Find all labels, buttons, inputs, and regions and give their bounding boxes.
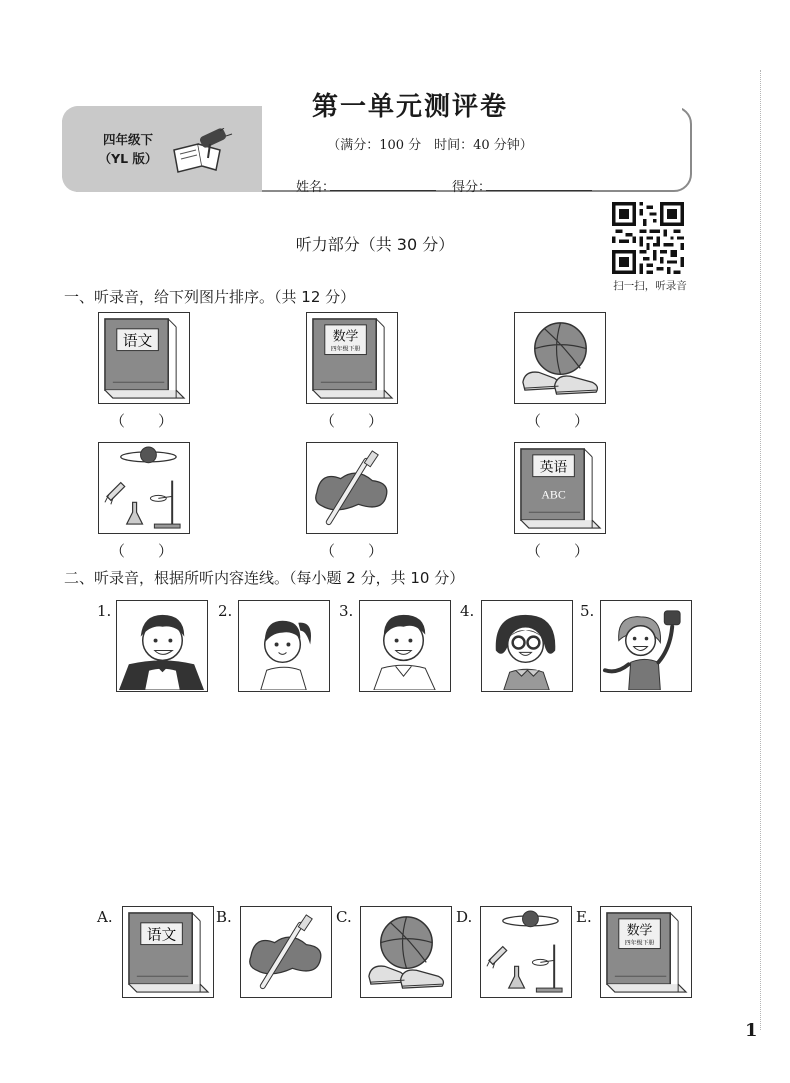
option-letter-a: A. [97, 908, 113, 926]
score-field[interactable] [486, 190, 592, 191]
page-title: 第一单元测评卷 [311, 92, 508, 122]
option-a[interactable] [122, 906, 214, 998]
q1-picture-chinese-book [98, 312, 190, 404]
qr-caption: 扫一扫，听录音 [613, 280, 687, 292]
person-number-3: 3. [339, 602, 354, 620]
person-2[interactable] [238, 600, 330, 692]
listening-section-title: 听力部分（共 30 分） [295, 235, 455, 254]
person-3[interactable] [359, 600, 451, 692]
score-label: 得分： [452, 180, 492, 195]
q1-picture-english-book [514, 442, 606, 534]
q1-picture-math-book [306, 312, 398, 404]
girl-with-glasses-icon [482, 601, 571, 690]
girl-with-ponytail-icon [239, 601, 328, 690]
book-label: 数学 [626, 923, 653, 939]
q1-answer-3[interactable]: （ ） [525, 412, 590, 430]
option-d[interactable] [480, 906, 572, 998]
book-sublabel: 四年级下册 [330, 345, 361, 353]
q1-answer-5[interactable]: （ ） [319, 542, 384, 560]
ball-and-shoes-icon [515, 313, 604, 402]
question-1-title: 一、听录音，给下列图片排序。（共 12 分） [64, 288, 356, 306]
science-icon [99, 443, 188, 532]
book-label: 数学 [332, 329, 359, 345]
q1-picture-ball-and-shoes [514, 312, 606, 404]
chinese-book-icon [99, 313, 188, 402]
q1-answer-6[interactable]: （ ） [525, 542, 590, 560]
qr-code-icon[interactable] [612, 202, 684, 274]
person-4[interactable] [481, 600, 573, 692]
q1-answer-2[interactable]: （ ） [319, 412, 384, 430]
grade-label: 四年级下 （YL 版） [98, 132, 158, 166]
person-number-5: 5. [580, 602, 595, 620]
name-label: 姓名： [296, 180, 336, 195]
chinese-book-icon [123, 907, 212, 996]
book-and-telescope-icon [170, 128, 236, 174]
ball-and-shoes-icon [361, 907, 450, 996]
option-e[interactable] [600, 906, 692, 998]
person-number-2: 2. [218, 602, 233, 620]
book-label: 语文 [122, 332, 153, 350]
option-letter-d: D. [456, 908, 473, 926]
q1-answer-1[interactable]: （ ） [109, 412, 174, 430]
name-field[interactable] [330, 190, 436, 191]
book-label: 语文 [146, 926, 177, 944]
q1-picture-paintbrush [306, 442, 398, 534]
score-time-info: （满分：100 分 时间：40 分钟） [327, 138, 533, 153]
option-letter-c: C. [336, 908, 352, 926]
q1-picture-science [98, 442, 190, 534]
boy-icon [360, 601, 449, 690]
q1-answer-4[interactable]: （ ） [109, 542, 174, 560]
paintbrush-icon [307, 443, 396, 532]
person-5[interactable] [600, 600, 692, 692]
option-letter-e: E. [576, 908, 592, 926]
option-letter-b: B. [216, 908, 232, 926]
book-sublabel: 四年级下册 [624, 939, 655, 947]
question-2-title: 二、听录音，根据所听内容连线。（每小题 2 分，共 10 分） [64, 569, 465, 587]
paintbrush-icon [241, 907, 330, 996]
book-label: 英语 [539, 459, 568, 476]
person-number-1: 1. [97, 602, 112, 620]
page-number: 1 [745, 1020, 758, 1041]
page-edge-divider [760, 70, 761, 1030]
option-b[interactable] [240, 906, 332, 998]
math-book-icon [307, 313, 396, 402]
math-book-icon [601, 907, 690, 996]
boy-with-backpack-icon [117, 601, 206, 690]
option-c[interactable] [360, 906, 452, 998]
english-book-icon [515, 443, 604, 532]
science-icon [481, 907, 570, 996]
person-number-4: 4. [460, 602, 475, 620]
girl-waving-icon [601, 601, 690, 690]
person-1[interactable] [116, 600, 208, 692]
book-sublabel: ABC [541, 487, 566, 502]
